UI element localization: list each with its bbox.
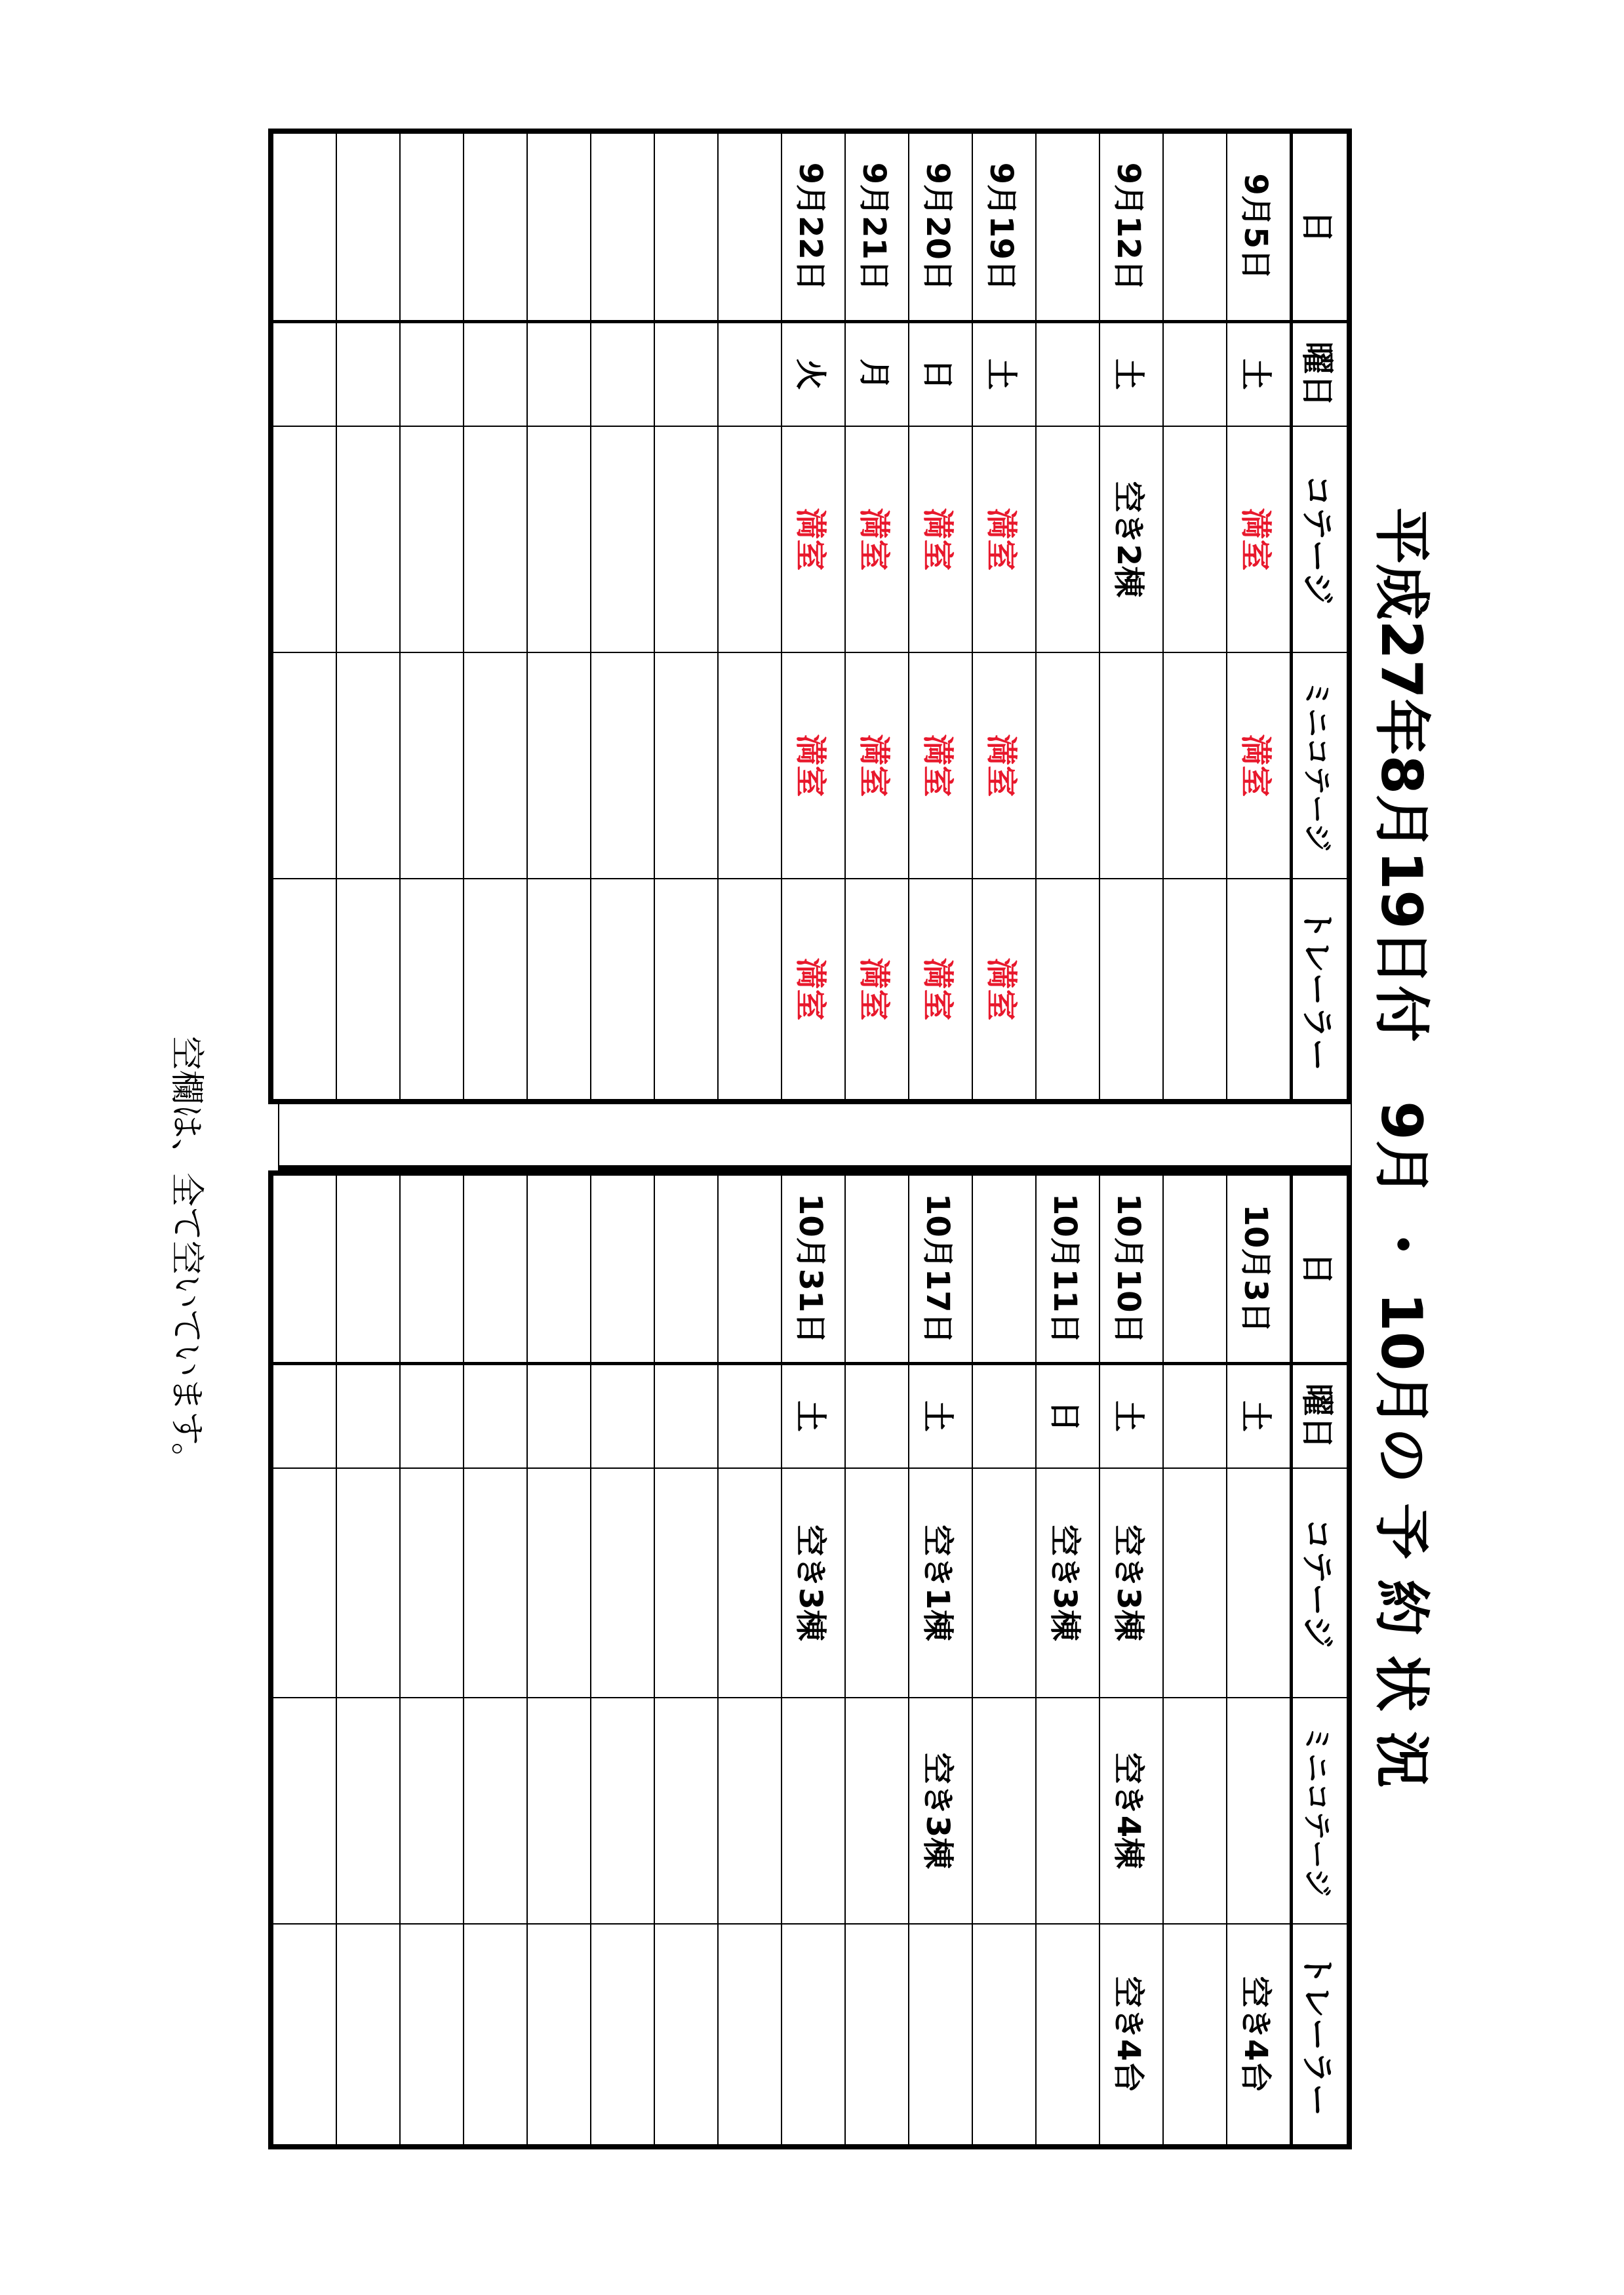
cell-cottage: 空き3棟 xyxy=(782,1468,845,1698)
col-mini-cottage: ミニコテージ xyxy=(1292,652,1350,879)
cell-weekday xyxy=(1036,321,1099,426)
cell-day xyxy=(527,131,591,321)
cell-mini-cottage: 空き4棟 xyxy=(1099,1698,1163,1924)
cell-weekday: 土 xyxy=(1099,1363,1163,1468)
cell-cottage xyxy=(464,1468,527,1698)
table-row xyxy=(782,1173,845,2147)
cell-mini-cottage xyxy=(400,1698,464,1924)
cell-weekday: 日 xyxy=(1036,1363,1099,1468)
cell-day xyxy=(271,1173,336,1363)
cell-day xyxy=(591,1173,654,1363)
cell-mini-cottage: 満室 xyxy=(909,652,972,879)
footnote: 空欄は、全て空いています。 xyxy=(167,1036,206,1477)
table-row xyxy=(718,131,782,1102)
cell-day xyxy=(1163,131,1227,321)
cell-day xyxy=(718,1173,782,1363)
cell-trailer xyxy=(527,1924,591,2147)
cell-day xyxy=(336,131,400,321)
cell-cottage: 満室 xyxy=(909,426,972,652)
table-divider xyxy=(278,1099,1352,1170)
cell-cottage xyxy=(1036,426,1099,652)
cell-cottage xyxy=(271,426,336,652)
cell-trailer xyxy=(654,1924,718,2147)
cell-cottage xyxy=(591,1468,654,1698)
col-trailer: トレーラー xyxy=(1292,1924,1350,2147)
cell-weekday xyxy=(527,1363,591,1468)
cell-trailer xyxy=(1163,879,1227,1102)
col-cottage: コテージ xyxy=(1292,426,1350,652)
cell-cottage xyxy=(718,1468,782,1698)
cell-day: 9月22日 xyxy=(782,131,845,321)
cell-cottage xyxy=(1163,1468,1227,1698)
cell-trailer xyxy=(336,879,400,1102)
cell-trailer xyxy=(271,1924,336,2147)
cell-day: 9月20日 xyxy=(909,131,972,321)
cell-trailer xyxy=(400,1924,464,2147)
cell-trailer xyxy=(271,879,336,1102)
cell-day xyxy=(1036,131,1099,321)
cell-weekday xyxy=(845,1363,909,1468)
table-row xyxy=(1227,131,1292,1102)
col-weekday: 曜日 xyxy=(1292,1363,1350,1468)
table-row xyxy=(845,1173,909,2147)
cell-cottage: 満室 xyxy=(1227,426,1292,652)
cell-trailer xyxy=(718,879,782,1102)
cell-trailer xyxy=(464,879,527,1102)
table-row xyxy=(591,131,654,1102)
cell-day xyxy=(464,131,527,321)
cell-day: 10月3日 xyxy=(1227,1173,1292,1363)
cell-trailer: 満室 xyxy=(909,879,972,1102)
cell-cottage: 満室 xyxy=(845,426,909,652)
cell-day: 10月31日 xyxy=(782,1173,845,1363)
cell-mini-cottage xyxy=(336,1698,400,1924)
cell-mini-cottage xyxy=(1227,1698,1292,1924)
cell-day xyxy=(527,1173,591,1363)
cell-cottage xyxy=(464,426,527,652)
cell-cottage: 空き2棟 xyxy=(1099,426,1163,652)
cell-mini-cottage xyxy=(1163,1698,1227,1924)
cell-mini-cottage xyxy=(1036,1698,1099,1924)
cell-day xyxy=(591,131,654,321)
cell-mini-cottage xyxy=(1163,652,1227,879)
cell-day xyxy=(654,131,718,321)
table-row xyxy=(909,131,972,1102)
cell-cottage xyxy=(718,426,782,652)
cell-trailer: 空き4台 xyxy=(1227,1924,1292,2147)
cell-cottage xyxy=(527,426,591,652)
cell-day: 9月21日 xyxy=(845,131,909,321)
cell-day: 9月12日 xyxy=(1099,131,1163,321)
october-rows xyxy=(271,1173,1292,2147)
cell-weekday xyxy=(1163,1363,1227,1468)
cell-weekday: 土 xyxy=(1227,321,1292,426)
cell-weekday: 土 xyxy=(1227,1363,1292,1468)
table-row xyxy=(972,1173,1036,2147)
table-row xyxy=(271,1173,336,2147)
cell-mini-cottage: 満室 xyxy=(782,652,845,879)
table-row xyxy=(654,131,718,1102)
cell-weekday: 土 xyxy=(1099,321,1163,426)
col-day: 日 xyxy=(1292,131,1350,321)
cell-mini-cottage xyxy=(271,652,336,879)
cell-day: 10月17日 xyxy=(909,1173,972,1363)
cell-mini-cottage xyxy=(718,652,782,879)
cell-trailer xyxy=(591,879,654,1102)
cell-weekday xyxy=(527,321,591,426)
cell-mini-cottage xyxy=(336,652,400,879)
col-weekday: 曜日 xyxy=(1292,321,1350,426)
cell-trailer xyxy=(464,1924,527,2147)
cell-weekday xyxy=(1163,321,1227,426)
cell-weekday xyxy=(654,321,718,426)
cell-mini-cottage: 空き3棟 xyxy=(909,1698,972,1924)
cell-weekday xyxy=(271,1363,336,1468)
table-row xyxy=(845,131,909,1102)
table-row xyxy=(527,131,591,1102)
table-row xyxy=(782,131,845,1102)
cell-mini-cottage xyxy=(527,652,591,879)
table-row xyxy=(1036,1173,1099,2147)
cell-trailer xyxy=(909,1924,972,2147)
table-row xyxy=(400,131,464,1102)
cell-cottage: 空き1棟 xyxy=(909,1468,972,1698)
title-date: 平成27年8月19日付 xyxy=(1368,507,1434,1043)
cell-mini-cottage xyxy=(591,1698,654,1924)
cell-cottage xyxy=(591,426,654,652)
table-row xyxy=(654,1173,718,2147)
cell-trailer xyxy=(718,1924,782,2147)
cell-cottage xyxy=(972,1468,1036,1698)
table-row xyxy=(464,1173,527,2147)
cell-cottage xyxy=(400,426,464,652)
col-mini-cottage: ミニコテージ xyxy=(1292,1698,1350,1924)
cell-mini-cottage xyxy=(1099,652,1163,879)
page-title xyxy=(1366,0,1447,2295)
col-trailer: トレーラー xyxy=(1292,879,1350,1102)
table-row xyxy=(972,131,1036,1102)
cell-cottage xyxy=(654,1468,718,1698)
cell-day xyxy=(1163,1173,1227,1363)
cell-weekday xyxy=(400,1363,464,1468)
cell-weekday xyxy=(718,1363,782,1468)
cell-day: 9月19日 xyxy=(972,131,1036,321)
cell-mini-cottage xyxy=(591,652,654,879)
cell-day xyxy=(845,1173,909,1363)
cell-day xyxy=(271,131,336,321)
cell-weekday xyxy=(464,321,527,426)
table-row xyxy=(1163,1173,1227,2147)
cell-cottage xyxy=(1163,426,1227,652)
cell-weekday xyxy=(336,321,400,426)
cell-mini-cottage xyxy=(1036,652,1099,879)
table-row xyxy=(271,131,336,1102)
cell-trailer xyxy=(1163,1924,1227,2147)
cell-weekday xyxy=(654,1363,718,1468)
col-cottage: コテージ xyxy=(1292,1468,1350,1698)
cell-mini-cottage xyxy=(400,652,464,879)
cell-weekday xyxy=(464,1363,527,1468)
cell-cottage: 満室 xyxy=(972,426,1036,652)
cell-trailer xyxy=(654,879,718,1102)
cell-cottage xyxy=(845,1468,909,1698)
cell-cottage xyxy=(527,1468,591,1698)
cell-weekday: 月 xyxy=(845,321,909,426)
cell-weekday xyxy=(336,1363,400,1468)
cell-weekday: 火 xyxy=(782,321,845,426)
cell-weekday xyxy=(591,1363,654,1468)
cell-mini-cottage xyxy=(845,1698,909,1924)
table-row xyxy=(1099,131,1163,1102)
cell-weekday: 土 xyxy=(972,321,1036,426)
cell-mini-cottage xyxy=(718,1698,782,1924)
cell-weekday xyxy=(718,321,782,426)
cell-trailer xyxy=(1227,879,1292,1102)
cell-mini-cottage: 満室 xyxy=(1227,652,1292,879)
cell-mini-cottage xyxy=(654,652,718,879)
cell-mini-cottage: 満室 xyxy=(845,652,909,879)
cell-trailer xyxy=(591,1924,654,2147)
cell-mini-cottage xyxy=(654,1698,718,1924)
cell-trailer xyxy=(527,879,591,1102)
cell-trailer: 満室 xyxy=(972,879,1036,1102)
october-header-row xyxy=(1292,1173,1350,2147)
cell-weekday xyxy=(271,321,336,426)
cell-day: 10月11日 xyxy=(1036,1173,1099,1363)
cell-trailer: 満室 xyxy=(845,879,909,1102)
cell-cottage xyxy=(336,426,400,652)
col-day: 日 xyxy=(1292,1173,1350,1363)
cell-cottage xyxy=(654,426,718,652)
cell-trailer: 空き4台 xyxy=(1099,1924,1163,2147)
cell-day xyxy=(336,1173,400,1363)
table-row xyxy=(1036,131,1099,1102)
cell-cottage: 満室 xyxy=(782,426,845,652)
cell-day: 10月10日 xyxy=(1099,1173,1163,1363)
cell-cottage xyxy=(400,1468,464,1698)
cell-weekday: 土 xyxy=(909,1363,972,1468)
cell-mini-cottage xyxy=(782,1698,845,1924)
cell-trailer xyxy=(1099,879,1163,1102)
cell-trailer xyxy=(782,1924,845,2147)
cell-trailer: 満室 xyxy=(782,879,845,1102)
cell-cottage: 空き3棟 xyxy=(1036,1468,1099,1698)
table-row xyxy=(400,1173,464,2147)
table-row xyxy=(527,1173,591,2147)
cell-mini-cottage xyxy=(271,1698,336,1924)
september-header-row xyxy=(1292,131,1350,1102)
cell-cottage xyxy=(271,1468,336,1698)
cell-weekday: 土 xyxy=(782,1363,845,1468)
cell-mini-cottage xyxy=(972,1698,1036,1924)
table-row xyxy=(718,1173,782,2147)
cell-trailer xyxy=(1036,879,1099,1102)
cell-mini-cottage xyxy=(464,652,527,879)
cell-trailer xyxy=(972,1924,1036,2147)
october-table xyxy=(268,1170,1352,2149)
cell-trailer xyxy=(845,1924,909,2147)
september-table xyxy=(268,129,1352,1104)
table-row xyxy=(464,131,527,1102)
table-row xyxy=(591,1173,654,2147)
cell-day xyxy=(400,1173,464,1363)
cell-trailer xyxy=(336,1924,400,2147)
cell-day xyxy=(400,131,464,321)
table-row xyxy=(1099,1173,1163,2147)
cell-mini-cottage xyxy=(464,1698,527,1924)
table-row xyxy=(1227,1173,1292,2147)
cell-day xyxy=(718,131,782,321)
cell-trailer xyxy=(400,879,464,1102)
cell-cottage xyxy=(1227,1468,1292,1698)
cell-day xyxy=(464,1173,527,1363)
cell-trailer xyxy=(1036,1924,1099,2147)
cell-day: 9月5日 xyxy=(1227,131,1292,321)
cell-day xyxy=(654,1173,718,1363)
cell-weekday xyxy=(591,321,654,426)
cell-cottage: 空き3棟 xyxy=(1099,1468,1163,1698)
cell-mini-cottage xyxy=(527,1698,591,1924)
title-main: 9月 ・ 10月の 予 約 状 況 xyxy=(1368,1101,1434,1788)
table-row xyxy=(1163,131,1227,1102)
cell-day xyxy=(972,1173,1036,1363)
september-rows xyxy=(271,131,1292,1102)
cell-mini-cottage: 満室 xyxy=(972,652,1036,879)
table-row xyxy=(336,1173,400,2147)
cell-weekday xyxy=(972,1363,1036,1468)
cell-weekday xyxy=(400,321,464,426)
cell-weekday: 日 xyxy=(909,321,972,426)
cell-cottage xyxy=(336,1468,400,1698)
table-row xyxy=(336,131,400,1102)
table-row xyxy=(909,1173,972,2147)
